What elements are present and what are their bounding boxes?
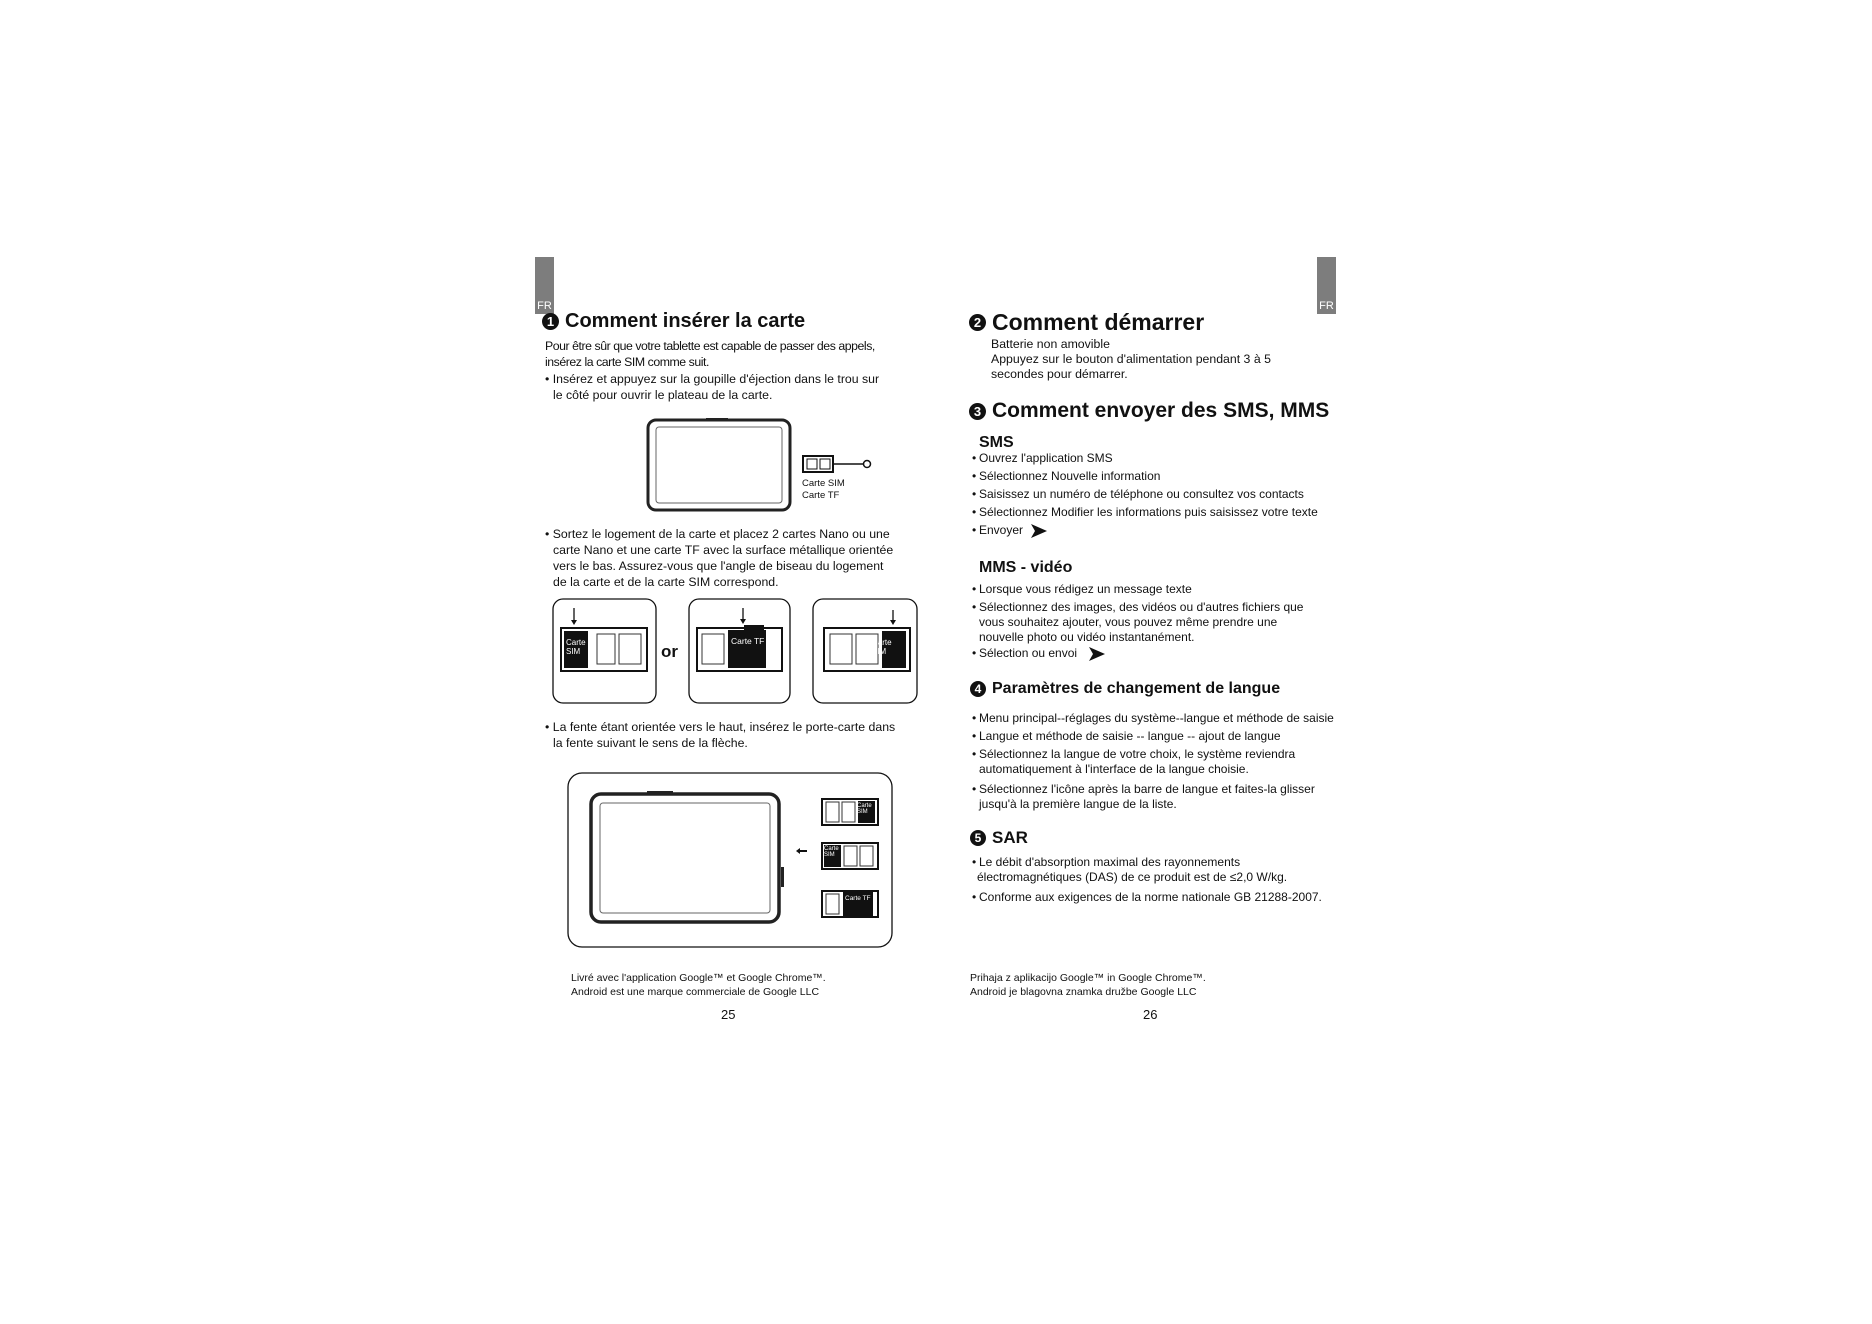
page-number: 26 (1143, 1007, 1158, 1022)
mms-subtitle: MMS - vidéo (979, 559, 1073, 576)
tablet-illustration (646, 418, 792, 512)
step-2-line: vers le bas. Assurez-vous que l'angle de biseau du logement (553, 559, 884, 573)
card-label-sim-right: Carte SIM (872, 638, 892, 656)
step-3-line: • La fente étant orientée vers le haut, insérez le porte-carte dans (545, 720, 896, 734)
section-1-title (542, 310, 805, 333)
or-label: or (661, 642, 678, 661)
sar-item-cont: électromagnétiques (DAS) de ce produit est de ≤2,0 W/kg. (977, 870, 1288, 884)
step-2-line: de la carte et de la carte SIM correspond. (553, 575, 779, 589)
sms-item: • Ouvrez l'application SMS (972, 451, 1113, 465)
section-title-text: Comment envoyer des SMS, MMS (992, 399, 1330, 422)
tray-label-sim: Carte SIM (802, 478, 845, 489)
sms-item: • Sélectionnez Nouvelle information (972, 469, 1161, 483)
start-line: Appuyez sur le bouton d'alimentation pendant 3 à 5 (991, 352, 1271, 366)
mini-label-sim: Carte SIM (857, 803, 872, 815)
section-5-title (970, 828, 1028, 848)
lang-item: • Langue et méthode de saisie -- langue -- ajout de langue (972, 729, 1281, 743)
section-number-icon: 5 (970, 830, 986, 846)
section-title-text: SAR (992, 828, 1028, 847)
footer-line: Livré avec l'application Google™ et Google Chrome™. (571, 972, 826, 984)
language-tab-left (535, 257, 554, 314)
section-title-text: Paramètres de changement de langue (992, 680, 1281, 697)
section-3-title (969, 399, 1329, 423)
sms-item: • Sélectionnez Modifier les informations puis saisissez votre texte (972, 505, 1318, 519)
mini-label-sim-2: Carte SIM (824, 846, 839, 858)
mms-item-cont: nouvelle photo ou vidéo instantanément. (979, 630, 1195, 644)
tray-sim-right-illustration (812, 598, 918, 704)
lang-item: • Sélectionnez l'icône après la barre de langue et faites-la glisser (972, 782, 1315, 796)
send-arrow-icon (1089, 647, 1105, 661)
intro-line: insérez la carte SIM comme suit. (545, 355, 709, 369)
mms-item: • Sélectionnez des images, des vidéos ou d'autres fichiers que (972, 600, 1304, 614)
intro-line: Pour être sûr que votre tablette est capable de passer des appels, (545, 339, 875, 353)
mms-item: • Lorsque vous rédigez un message texte (972, 582, 1192, 596)
language-tab-right (1317, 257, 1336, 314)
lang-item: • Sélectionnez la langue de votre choix, le système reviendra (972, 747, 1296, 761)
sar-item: • Conforme aux exigences de la norme nationale GB 21288-2007. (972, 890, 1322, 904)
start-line: secondes pour démarrer. (991, 367, 1128, 381)
step-1-line: le côté pour ouvrir le plateau de la carte. (553, 388, 773, 402)
section-number-icon: 3 (969, 403, 986, 420)
lang-item-cont: automatiquement à l'interface de la langue choisie. (979, 762, 1249, 776)
step-1-line: • Insérez et appuyez sur la goupille d'éjection dans le trou sur (545, 372, 880, 386)
mms-item-cont: vous souhaitez ajouter, vous pouvez même prendre une (979, 615, 1278, 629)
section-number-icon: 4 (970, 681, 986, 697)
card-tray-icon (802, 452, 872, 476)
mms-item: • Sélection ou envoi (972, 646, 1105, 662)
step-2-line: • Sortez le logement de la carte et placez 2 cartes Nano ou une (545, 527, 890, 541)
section-title-text: Comment démarrer (992, 309, 1205, 335)
footer-line: Prihaja z aplikacijo Google™ in Google Chrome™. (970, 972, 1206, 984)
lang-item: • Menu principal--réglages du système--langue et méthode de saisie (972, 711, 1334, 725)
section-title-text: Comment insérer la carte (565, 310, 806, 332)
section-4-title (970, 680, 1280, 698)
tablet-insertion-illustration (567, 772, 893, 948)
footer-line: Android je blagovna znamka družbe Google LLC (970, 986, 1197, 998)
send-arrow-icon (1031, 524, 1047, 538)
step-3-line: la fente suivant le sens de la flèche. (553, 736, 748, 750)
language-tab-label: FR (1319, 300, 1334, 312)
lang-item-cont: jusqu'à la première langue de la liste. (979, 797, 1177, 811)
section-number-icon: 2 (969, 314, 986, 331)
card-label-sim: Carte SIM (566, 638, 586, 656)
card-label-tf: Carte TF (731, 636, 765, 646)
tray-label-tf: Carte TF (802, 490, 840, 501)
section-number-icon: 1 (542, 313, 559, 330)
sar-item: • Le débit d'absorption maximal des rayonnements (972, 855, 1241, 869)
page-number: 25 (721, 1007, 736, 1022)
sms-item: • Saisissez un numéro de téléphone ou consultez vos contacts (972, 487, 1304, 501)
step-2-line: carte Nano et une carte TF avec la surface métallique orientée (553, 543, 894, 557)
language-tab-label: FR (537, 300, 552, 312)
section-2-title (969, 309, 1204, 336)
tray-tf-illustration (688, 598, 791, 704)
mini-label-tf: Carte TF (845, 895, 871, 902)
sms-item: • Envoyer (972, 523, 1047, 539)
start-line: Batterie non amovible (991, 337, 1110, 351)
sms-subtitle: SMS (979, 434, 1014, 451)
footer-line: Android est une marque commerciale de Google LLC (571, 986, 820, 998)
